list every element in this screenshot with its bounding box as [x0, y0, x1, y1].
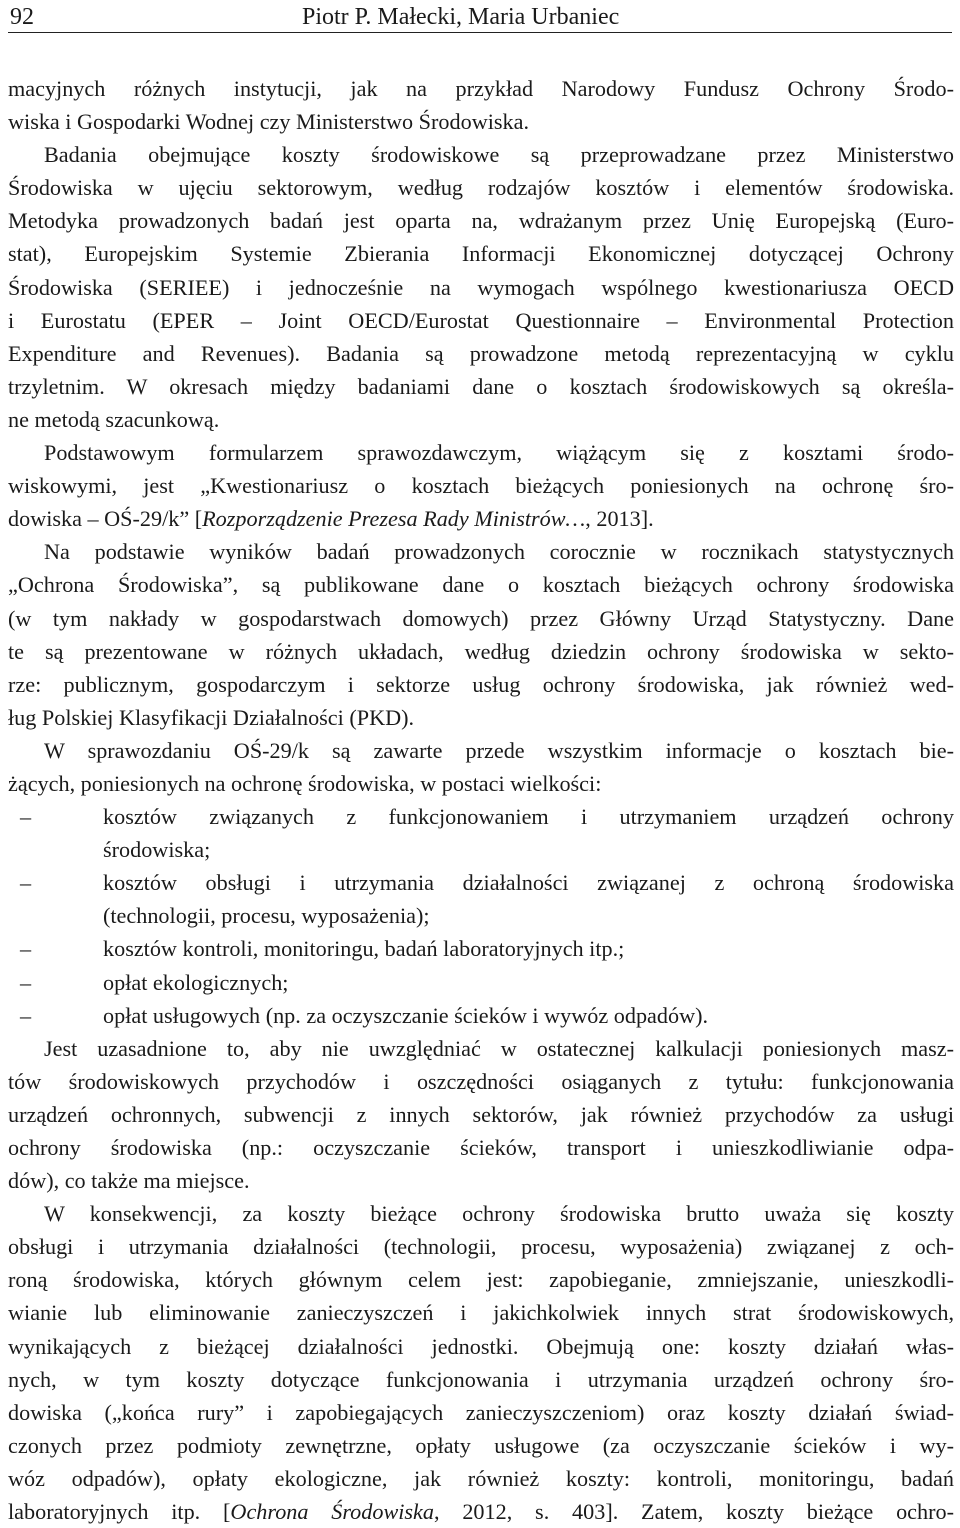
- text-line: W sprawozdaniu OŚ-29/k są zawarte przede wszystkim informacje o kosztach bie-: [44, 737, 954, 763]
- text-line: macyjnych różnych instytucji, jak na przykład Narodowy Fundusz Ochrony Środo-: [8, 76, 954, 101]
- text-line: [8, 502, 954, 535]
- paragraph-5: [8, 734, 954, 800]
- text-line: roną środowiska, których głównym celem jest: zapobieganie, zmniejszanie, unieszkodli-: [8, 1267, 954, 1293]
- citation-title: Ochrona Środowiska: [230, 1499, 434, 1525]
- dash-marker: –: [20, 936, 32, 962]
- text-line: Środowiska w ujęciu sektorowym, według rodzajów kosztów i elementów środowiska.: [8, 175, 954, 201]
- text-line: Podstawowym formularzem sprawozdawczym, wiążącym się z kosztami środo-: [44, 440, 954, 466]
- list-item: [8, 932, 954, 965]
- page-number: 92: [10, 4, 34, 30]
- text-line: środowiska;: [103, 837, 211, 863]
- list-item: [8, 800, 954, 866]
- text-line: dowiska („końca rury” i zapobiegających zanieczyszczeniom) oraz koszty działań świad-: [8, 1399, 954, 1425]
- bullet-list: [8, 800, 954, 1032]
- text-line: opłat ekologicznych;: [103, 969, 289, 995]
- text-line: te są prezentowane w różnych układach, według dziedzin ochrony środowiska w sekto-: [8, 638, 954, 664]
- paragraph-6: [8, 1032, 954, 1197]
- text-line: wynikających z bieżącej działalności jednostki. Obejmują one: koszty działań włas-: [8, 1333, 954, 1359]
- text-line: opłat usługowych (np. za oczyszczanie ścieków i wywóz odpadów).: [103, 1002, 709, 1028]
- text-line: rze: publicznym, gospodarczym i sektorze usług ochrony środowiska, jak również wed-: [8, 671, 954, 697]
- text-fragment: , 2012, s. 403]. Zatem, koszty bieżące ochro-: [434, 1499, 954, 1525]
- paragraph-2: [8, 138, 954, 436]
- citation-title: Rozporządzenie Prezesa Rady Ministrów…: [202, 506, 586, 532]
- text-line: żących, poniesionych na ochronę środowiska, w postaci wielkości:: [8, 770, 602, 796]
- text-line: wóz odpadów), opłaty ekologiczne, jak również koszty: kontroli, monitoringu, badań: [8, 1465, 954, 1491]
- text-line: Expenditure and Revenues). Badania są prowadzone metodą reprezentacyjną w cyklu: [8, 340, 954, 366]
- text-line: wianie lub eliminowanie zanieczyszczeń i jakichkolwiek innych strat środowiskowych,: [8, 1300, 954, 1326]
- text-line: Jest uzasadnione to, aby nie uwzględniać w ostatecznej kalkulacji poniesionych masz-: [44, 1035, 954, 1061]
- text-line: Na podstawie wyników badań prowadzonych corocznie w rocznikach statystycznych: [44, 539, 954, 565]
- text-line: wiskowymi, jest „Kwestionariusz o kosztach bieżących poniesionych na ochronę śro-: [8, 473, 954, 499]
- paragraph-1: [8, 72, 954, 138]
- list-item: [8, 966, 954, 999]
- paragraph-7: [8, 1197, 954, 1528]
- text-line: kosztów kontroli, monitoringu, badań laboratoryjnych itp.;: [103, 936, 625, 962]
- text-line: W konsekwencji, za koszty bieżące ochrony środowiska brutto uważa się koszty: [44, 1201, 954, 1227]
- text-line: wiska i Gospodarki Wodnej czy Ministerstwo Środowiska.: [8, 109, 530, 135]
- text-line: trzyletnim. W okresach między badaniami dane o kosztach środowiskowych są określa-: [8, 373, 954, 399]
- text-line: „Ochrona Środowiska”, są publikowane dane o kosztach bieżących ochrony środowiska: [8, 572, 954, 598]
- text-line: (technologii, procesu, wyposażenia);: [103, 903, 430, 929]
- text-line: ne metodą szacunkową.: [8, 406, 220, 432]
- text-line: czonych przez podmioty zewnętrzne, opłaty usługowe (za oczyszczanie ścieków i wy-: [8, 1432, 954, 1458]
- text-fragment: laboratoryjnych itp. [: [8, 1499, 231, 1525]
- header-authors: Piotr P. Małecki, Maria Urbaniec: [302, 4, 620, 30]
- text-line: Badania obejmujące koszty środowiskowe są przeprowadzane przez Ministerstwo: [44, 142, 954, 168]
- text-line: tów środowiskowych przychodów i oszczędności osiąganych z tytułu: funkcjonowania: [8, 1068, 954, 1094]
- dash-marker: –: [20, 804, 32, 830]
- text-line: [8, 1495, 954, 1528]
- dash-marker: –: [20, 969, 32, 995]
- list-item: [8, 999, 954, 1032]
- text-line: Metodyka prowadzonych badań jest oparta na, wdrażanym przez Unię Europejską (Euro-: [8, 208, 954, 234]
- text-fragment: dowiska – OŚ-29/k” [: [8, 506, 203, 532]
- running-header: [8, 0, 952, 33]
- text-line: nych, w tym koszty dotyczące funkcjonowania i utrzymania urządzeń ochrony śro-: [8, 1366, 954, 1392]
- text-line: urządzeń ochronnych, subwencji z innych sektorów, jak również przychodów za usługi: [8, 1101, 954, 1127]
- text-line: ług Polskiej Klasyfikacji Działalności (PKD).: [8, 704, 415, 730]
- text-line: Środowiska (SERIEE) i jednocześnie na wymogach wspólnego kwestionariusza OECD: [8, 274, 954, 300]
- text-line: obsługi i utrzymania działalności (technologii, procesu, wyposażenia) związanej z och-: [8, 1234, 954, 1260]
- text-line: (w tym nakłady w gospodarstwach domowych) przez Główny Urząd Statystyczny. Dane: [8, 605, 954, 631]
- dash-marker: –: [20, 870, 32, 896]
- text-line: ochrony środowiska (np.: oczyszczanie ścieków, transport i unieszkodliwianie odpa-: [8, 1135, 954, 1160]
- list-item: [8, 866, 954, 932]
- text-line: stat), Europejskim Systemie Zbierania Informacji Ekonomicznej dotyczącej Ochrony: [8, 241, 954, 267]
- paragraph-3: [8, 436, 954, 535]
- text-fragment: , 2013].: [585, 506, 654, 532]
- text-line: i Eurostatu (EPER – Joint OECD/Eurostat Questionnaire – Environmental Protection: [8, 307, 954, 333]
- dash-marker: –: [20, 1002, 32, 1028]
- paragraph-4: [8, 535, 954, 734]
- body-text: [8, 72, 954, 1528]
- text-line: kosztów związanych z funkcjonowaniem i utrzymaniem urządzeń ochrony: [103, 804, 954, 830]
- text-line: kosztów obsługi i utrzymania działalności związanej z ochroną środowiska: [103, 870, 954, 896]
- text-line: dów), co także ma miejsce.: [8, 1168, 250, 1194]
